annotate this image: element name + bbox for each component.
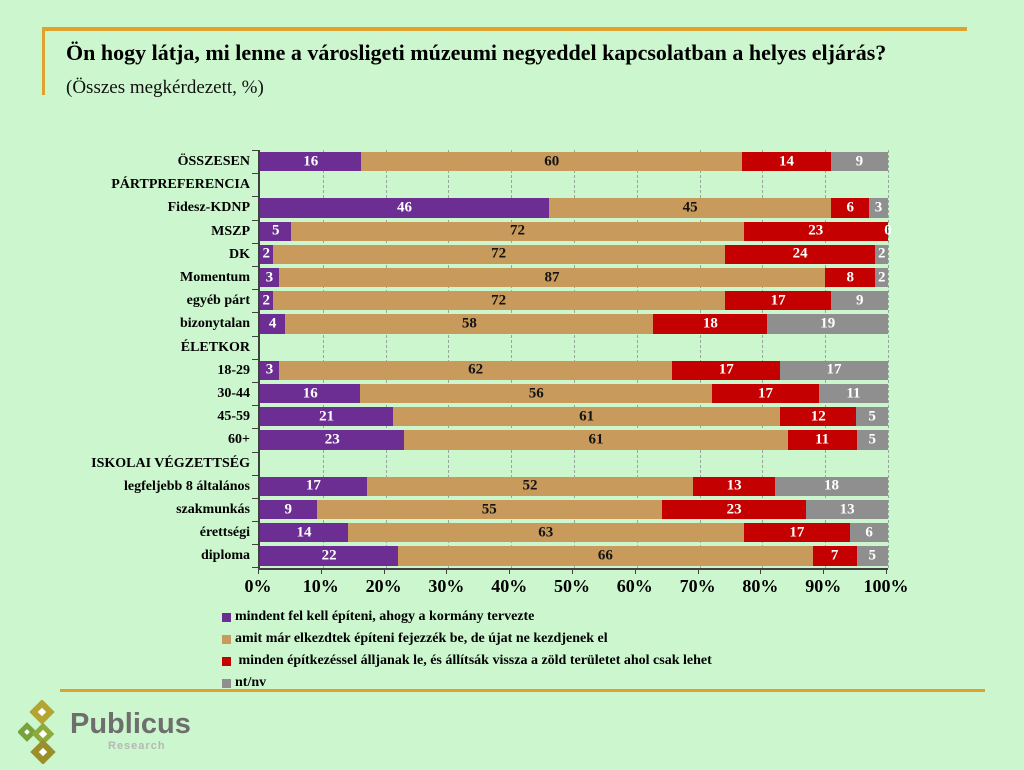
x-axis-tick [446, 568, 447, 574]
bar-row [260, 222, 892, 241]
value-label: 45 [682, 199, 698, 216]
value-label: 4 [268, 315, 277, 332]
legend-item [222, 672, 712, 694]
bar-segment [361, 152, 742, 171]
category-axis-tick [252, 196, 260, 197]
x-axis-tick [886, 568, 887, 574]
bar-row [260, 384, 888, 403]
row-label: érettségi [199, 525, 250, 541]
legend-item [222, 650, 712, 672]
bar-segment [742, 152, 831, 171]
top-divider [42, 27, 967, 31]
value-label: 23 [726, 501, 742, 518]
x-axis-tick [823, 568, 824, 574]
category-axis-tick [252, 312, 260, 313]
value-label: 72 [491, 292, 507, 309]
value-label: 63 [538, 524, 554, 541]
bar-segment [875, 268, 888, 287]
value-label: 58 [461, 315, 477, 332]
value-label: 60 [544, 153, 560, 170]
value-label: 56 [528, 385, 544, 402]
value-label: 13 [726, 477, 742, 494]
row-label: ÖSSZESEN [177, 154, 250, 169]
bar-segment [260, 477, 367, 496]
category-axis-tick [252, 150, 260, 151]
category-axis-tick [252, 428, 260, 429]
value-label: 52 [522, 477, 538, 494]
bar-segment [788, 430, 857, 449]
bar-segment [317, 500, 662, 519]
bar-segment [869, 198, 888, 217]
bar-segment [825, 268, 875, 287]
value-label: 2 [262, 245, 271, 262]
page-subtitle: (Összes megkérdezett, %) [66, 77, 264, 98]
x-axis-tick [572, 568, 573, 574]
x-axis-label: 10% [302, 576, 339, 596]
logo-name: Publicus [70, 708, 191, 740]
x-axis-label: 60% [616, 576, 653, 596]
value-label: 61 [588, 431, 604, 448]
row-label: diploma [200, 548, 250, 564]
bar-segment [744, 523, 851, 542]
value-label: 17 [789, 524, 805, 541]
publicus-logo-text [70, 710, 191, 752]
page-title: Ön hogy látja, mi lenne a városligeti múzeumi negyeddel kapcsolatban a helyes eljárás? [66, 40, 887, 65]
bar-segment [260, 268, 279, 287]
x-axis-tick [509, 568, 510, 574]
value-label: 6 [865, 524, 873, 541]
row-label: 45-59 [217, 409, 250, 425]
row-label: PÁRTPREFERENCIA [111, 177, 250, 193]
bar-row [260, 198, 888, 217]
x-axis-label: 0% [244, 576, 272, 596]
value-label: 21 [319, 408, 335, 425]
value-label: 46 [396, 199, 412, 216]
gridline [888, 150, 889, 568]
bar-segment [260, 384, 360, 403]
value-label: 16 [302, 385, 318, 402]
bar-segment [725, 291, 832, 310]
bar-segment [260, 430, 404, 449]
bar-segment [693, 477, 775, 496]
row-label: 60+ [228, 432, 250, 448]
category-axis-tick [252, 336, 260, 337]
bar-segment [672, 361, 780, 380]
category-axis-tick [252, 173, 260, 174]
bar-segment [404, 430, 787, 449]
value-label: 2 [877, 269, 886, 286]
x-axis-label: 90% [805, 576, 842, 596]
bar-segment [260, 546, 398, 565]
x-axis-label: 30% [428, 576, 465, 596]
bar-segment [260, 152, 361, 171]
value-label: 5 [868, 431, 877, 448]
x-axis-label: 100% [863, 576, 909, 596]
category-axis-tick [252, 359, 260, 360]
x-axis [244, 568, 909, 608]
value-label: 17 [770, 292, 786, 309]
value-label: 23 [808, 222, 824, 239]
category-axis-tick [252, 498, 260, 499]
row-label: legfeljebb 8 általános [124, 478, 250, 494]
row-label: 30-44 [217, 386, 250, 401]
category-axis-tick [252, 567, 260, 568]
bar-segment [780, 407, 856, 426]
bar-row [260, 523, 888, 542]
row-label: bizonytalan [179, 316, 250, 332]
legend-item [222, 606, 712, 628]
publicus-logo-icon [18, 700, 66, 764]
row-label: 18-29 [217, 362, 250, 378]
bar-segment [348, 523, 744, 542]
value-label: 17 [826, 361, 842, 378]
x-axis-label: 80% [742, 576, 779, 596]
value-label: 17 [718, 361, 734, 378]
bar-segment [813, 546, 857, 565]
bar-row [260, 245, 888, 264]
value-label: 5 [868, 408, 876, 425]
legend-label: mindent fel kell építeni, ahogy a kormány tervezte [235, 609, 535, 624]
category-axis-tick [252, 289, 260, 290]
value-label: 9 [855, 153, 864, 170]
value-label: 87 [544, 269, 560, 286]
category-axis-tick [252, 382, 260, 383]
bar-segment [857, 546, 888, 565]
value-label: 72 [509, 222, 525, 239]
bar-segment [291, 222, 743, 241]
category-axis-tick [252, 521, 260, 522]
value-label: 3 [265, 269, 274, 286]
value-label: 61 [579, 408, 595, 425]
bar-row [260, 546, 888, 565]
bar-segment [856, 407, 888, 426]
legend-swatch [222, 635, 231, 644]
value-label: 6 [846, 199, 855, 216]
bar-segment [780, 361, 888, 380]
bar-segment [831, 198, 869, 217]
plot-area [258, 150, 892, 570]
publicus-logo [18, 700, 191, 764]
legend-swatch [222, 613, 231, 622]
bar-segment [744, 222, 888, 241]
category-axis-tick [252, 544, 260, 545]
value-label: 12 [810, 408, 826, 425]
bar-segment [260, 198, 549, 217]
category-labels [0, 150, 250, 568]
bar-segment [279, 361, 672, 380]
legend-label: minden építkezéssel álljanak le, és állítsák vissza a zöld területet ahol csak lehet [235, 653, 712, 668]
value-label: 17 [758, 385, 774, 402]
value-label: 5 [868, 547, 877, 564]
bar-row [260, 361, 888, 380]
legend-swatch [222, 679, 231, 688]
legend-label: amit már elkezdtek építeni fejezzék be, de újat ne kezdjenek el [235, 631, 608, 646]
bar-segment [279, 268, 825, 287]
bar-row [260, 291, 888, 310]
row-label: egyéb párt [186, 293, 250, 309]
bar-segment [875, 245, 888, 264]
bar-row [260, 407, 888, 426]
bar-segment [260, 291, 273, 310]
bar-segment [775, 477, 888, 496]
value-label: 23 [324, 431, 340, 448]
value-label: 3 [874, 199, 883, 216]
x-axis-label: 70% [679, 576, 716, 596]
value-label: 14 [778, 153, 794, 170]
category-axis-tick [252, 452, 260, 453]
bar-segment [260, 523, 348, 542]
bar-segment [662, 500, 806, 519]
value-label: 9 [855, 292, 864, 309]
bar-segment [653, 314, 767, 333]
legend [222, 606, 712, 694]
title-accent-bar [42, 27, 45, 95]
value-label: 19 [820, 315, 836, 332]
bar-segment [285, 314, 653, 333]
category-axis-tick [252, 243, 260, 244]
value-label: 8 [846, 269, 855, 286]
bar-segment [260, 407, 393, 426]
legend-label: nt/nv [235, 675, 267, 690]
bar-row [260, 477, 888, 496]
bar-segment [260, 500, 317, 519]
bar-row [260, 430, 888, 449]
bar-segment [260, 361, 279, 380]
x-axis-label: 20% [365, 576, 402, 596]
bar-segment [712, 384, 819, 403]
x-axis-label: 40% [491, 576, 528, 596]
value-label: 17 [305, 477, 321, 494]
row-label: MSZP [211, 223, 250, 239]
value-label: 2 [262, 292, 271, 309]
bar-segment [260, 245, 273, 264]
value-label: 9 [284, 501, 292, 518]
bar-segment [850, 523, 888, 542]
x-axis-label: 50% [554, 576, 590, 596]
value-label: 62 [468, 361, 484, 378]
value-label: 2 [877, 245, 886, 262]
x-axis-tick [321, 568, 322, 574]
bar-segment [260, 222, 291, 241]
value-label: 18 [702, 315, 718, 332]
bar-segment [367, 477, 694, 496]
legend-item [222, 628, 712, 650]
bar-segment [273, 245, 725, 264]
value-label: 18 [823, 477, 839, 494]
row-label: Momentum [180, 270, 250, 285]
value-label: 16 [303, 153, 319, 170]
bar-row [260, 500, 888, 519]
bar-row [260, 268, 888, 287]
bar-segment [831, 152, 888, 171]
legend-swatch [222, 657, 231, 666]
bar-segment [767, 314, 888, 333]
row-label: szakmunkás [176, 502, 250, 517]
value-label: 14 [296, 524, 312, 541]
value-label: 13 [839, 501, 855, 518]
row-label: DK [229, 246, 250, 262]
x-axis-tick [698, 568, 699, 574]
bar-segment [831, 291, 888, 310]
bar-segment [360, 384, 712, 403]
bar-segment [260, 314, 285, 333]
bar-segment [273, 291, 725, 310]
bar-segment [398, 546, 812, 565]
value-label: 66 [597, 547, 613, 564]
value-label: 22 [321, 547, 337, 564]
value-label: 0 [884, 222, 892, 239]
row-label: ISKOLAI VÉGZETTSÉG [91, 455, 250, 471]
header [66, 36, 946, 99]
bar-segment [725, 245, 876, 264]
bar-segment [393, 407, 780, 426]
value-label: 24 [792, 245, 808, 262]
bar-row [260, 152, 888, 171]
row-label: ÉLETKOR [180, 339, 250, 355]
category-axis-tick [252, 266, 260, 267]
x-axis-tick [384, 568, 385, 574]
x-axis-tick [635, 568, 636, 574]
bar-segment [549, 198, 832, 217]
x-axis-tick [258, 568, 259, 574]
category-axis-tick [252, 405, 260, 406]
bar-segment [806, 500, 888, 519]
bar-segment [819, 384, 888, 403]
category-axis-tick [252, 475, 260, 476]
row-label: Fidesz-KDNP [167, 200, 250, 216]
value-label: 5 [271, 222, 280, 239]
value-label: 11 [814, 431, 830, 448]
category-axis-tick [252, 220, 260, 221]
bar-segment [857, 430, 888, 449]
value-label: 7 [830, 547, 839, 564]
value-label: 72 [491, 245, 507, 262]
bar-row [260, 314, 888, 333]
x-axis-tick [760, 568, 761, 574]
logo-subtext: Research [108, 740, 166, 752]
value-label: 11 [846, 385, 861, 402]
value-label: 55 [481, 501, 497, 518]
value-label: 3 [265, 361, 274, 378]
